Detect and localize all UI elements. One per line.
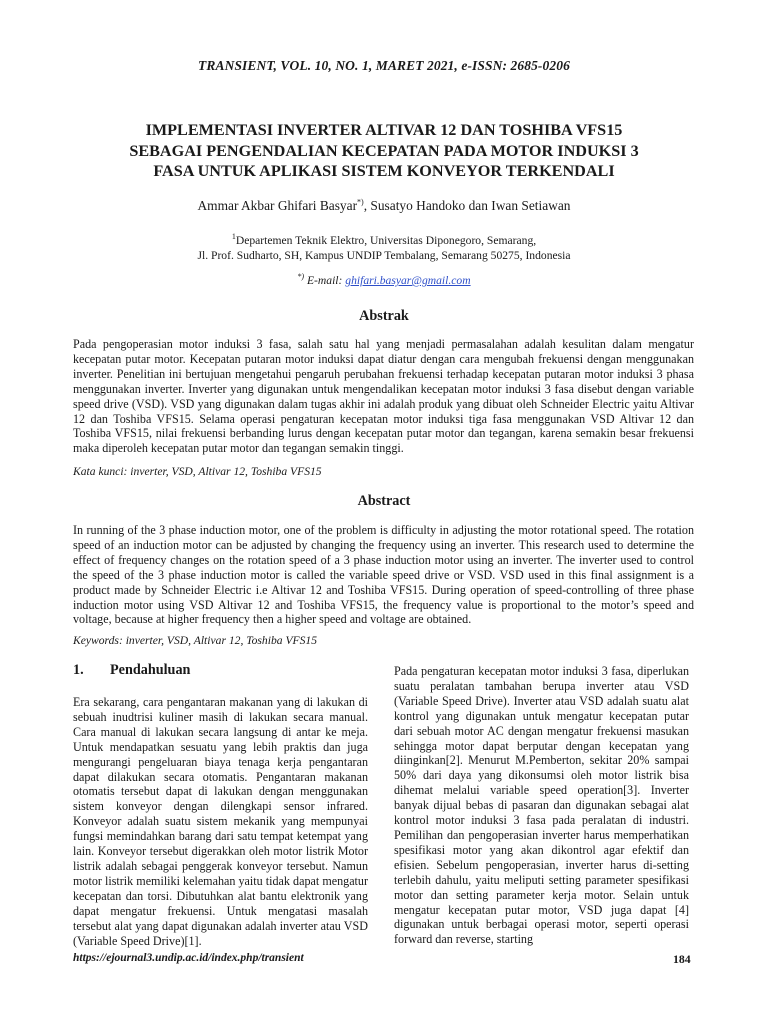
page-number: 184 (673, 952, 691, 966)
section-title: Pendahuluan (110, 662, 191, 678)
abstract-keywords: Keywords: inverter, VSD, Altivar 12, Toshiba VFS15 (73, 634, 317, 647)
abstract-heading: Abstract (357, 493, 411, 509)
left-column-text: Era sekarang, cara pengantaran makanan yang di lakukan di sebuah inudtrisi kuliner masih di lakukan secara manual. Cara manual di lakukan secara langsung di antar ke meja. Untuk mendapatkan sesuatu yang lebih praktis dan juga mengurangi pengeluaran biaya tenaga kerja pengantaran dapat dilakukan secara otomatis. Pengantaran makanan otomatis tersebut dapat di lakukan dengan menggunakan sistem konveyor dengan dilengkapi sensor infrared. Konveyor adalah suatu sistem mekanik yang mempunyai fungsi memindahkan barang dari satu tempat ketempat yang lain. Konveyor tersebut digerakkan oleh motor listrik Motor listrik adalah sebagai penggerak konveyor tersebut. Namun motor listrik memiliki kelemahan yaitu tidak dapat mengatur kecepatan dan torsi. Dibutuhkan alat bantu elektronik yang dapat mengatur frekuensi. Untuk mengatasi masalah tersebut alat yang dapat digunakan adalah inverter atau VSD (Variable Speed Drive)[1]. (73, 695, 368, 948)
affiliation-line-1: Departemen Teknik Elektro, Universitas Diponegoro, Semarang, (235, 234, 537, 247)
abstrak-heading: Abstrak (359, 308, 409, 324)
paper-title (60, 120, 708, 182)
title-line-1: IMPLEMENTASI INVERTER ALTIVAR 12 DAN TOSHIBA VFS15 (145, 121, 623, 139)
right-column-text: Pada pengaturan kecepatan motor induksi 3 fasa, diperlukan suatu peralatan tambahan berupa inverter atau VSD (Variable Speed Drive). Inverter atau VSD adalah suatu alat kontrol yang digunakan untuk mengatur kecepatan putar dari sebuah motor AC dengan mengatur frekuensi masukan sehingga motor dapat berputar dengan kecepatan yang diinginkan[2]. Menurut M.Pemberton, sekitar 20% sampai 50% dari daya yang dikonsumsi oleh motor listrik bisa dihemat melalui variable speed operation[3]. Inverter banyak dijual bebas di pasaran dan digunakan sebagai alat kontrol motor induksi 3 fasa pada peralatan di industri. Pemilihan dan pengoperasian inverter harus memperhatikan spesifikasi motor yang akan dikontrol agar efektif dan efisien. Sebelum pengoperasian, inverter harus di-setting terlebih dahulu, yaitu meliputi setting parameter spesifikasi motor dan setting parameter kerja motor. Selain untuk mengatur kecepatan putar motor, VSD juga dapat [4] digunakan untuk berbagai operasi motor, seperti operasi forward dan reverse, starting (394, 664, 689, 947)
affiliation-line-2: Jl. Prof. Sudharto, SH, Kampus UNDIP Tembalang, Semarang 50275, Indonesia (197, 249, 571, 262)
affiliation-mark: 1 (231, 232, 236, 242)
other-authors: , Susatyo Handoko dan Iwan Setiawan (363, 198, 571, 213)
journal-header: TRANSIENT, VOL. 10, NO. 1, MARET 2021, e-ISSN: 2685-0206 (198, 58, 570, 73)
section-number: 1. (73, 662, 84, 678)
title-line-3: FASA UNTUK APLIKASI SISTEM KONVEYOR TERKENDALI (153, 162, 615, 180)
title-line-2: SEBAGAI PENGENDALIAN KECEPATAN PADA MOTOR INDUKSI 3 (129, 141, 639, 160)
first-author: Ammar Akbar Ghifari Basyar (197, 198, 358, 213)
email-line (0, 274, 768, 287)
email-link[interactable]: ghifari.basyar@gmail.com (345, 274, 471, 287)
abstrak-text: Pada pengoperasian motor induksi 3 fasa, salah satu hal yang menjadi permasalahan adalah kesulitan dalam mengatur kecepatan putar motor. Kecepatan putaran motor induksi dapat diatur dengan cara mengubah frekuensi dengan menggunakan inverter. Penelitian ini bertujuan mengetahui pengaruh perubahan frekuensi terhadap kecepatan putaran motor induksi 3 phasa menggunakan inverter. Inverter yang digunakan untuk mengendalikan kecepatan motor induksi 3 fasa disebut dengan variable speed drive (VSD). VSD yang digunakan dalam tugas akhir ini adalah produk yang dibuat oleh Schneider Electric yaitu Altivar 12 dan Toshiba VFS15. Selama operasi pengaturan kecepatan motor induksi tiga fasa menggunakan VSD Altivar 12 dan Toshiba VFS15, nilai frekuensi berbanding lurus dengan kecepatan putar motor dan tegangan, karena semakin besar frekuensi maka diperoleh kecepatan putar motor dan tegangan semakin tinggi. (73, 337, 694, 456)
email-mark: *) (297, 272, 305, 282)
affiliation (0, 233, 768, 263)
abstrak-keywords: Kata kunci: inverter, VSD, Altivar 12, Toshiba VFS15 (73, 465, 322, 478)
section-heading (73, 662, 190, 679)
corresponding-mark: *) (357, 197, 364, 207)
footer-url[interactable]: https://ejournal3.undip.ac.id/index.php/transient (73, 952, 304, 964)
author-list (0, 198, 768, 214)
abstract-text: In running of the 3 phase induction motor, one of the problem is difficulty in adjusting the motor rotational speed. The rotation speed of an induction motor can be adjusted by changing the frequency using an inverter. This research used to determine the effect of frequency changes on the rotation speed of a 3 phase induction motor using an inverter. The inverter used to control the speed of the 3 phase induction motor is called the variable speed drive or VSD. VSD used in this final assignment is a product made by Schneider Electric i.e Altivar 12 and Toshiba VFS15. During operation of speed-controlling of three phase induction motor using VSD Altivar 12 and Toshiba VFS15, the frequency value is proportional to the motor’s speed and voltage, because at higher frequency then a higher speed and voltage are obtained. (73, 523, 694, 627)
email-label: E-mail: (304, 274, 346, 287)
